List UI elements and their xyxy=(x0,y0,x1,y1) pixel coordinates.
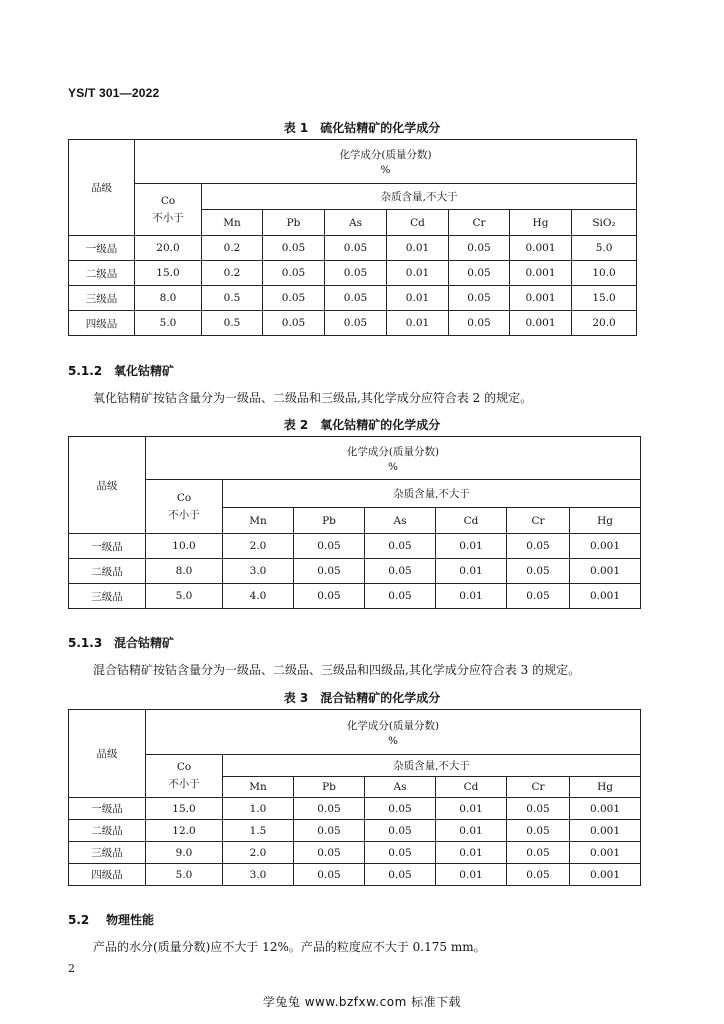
section-paragraph: 产品的水分(质量分数)应不大于 12%。产品的粒度应不大于 0.175 mm。 xyxy=(93,940,486,954)
table-row xyxy=(69,261,637,286)
composition-header xyxy=(146,710,641,755)
co-value-cell: 12.0 xyxy=(146,820,223,842)
section-title: 物理性能 xyxy=(106,913,155,927)
impurity-value-cell: 0.05 xyxy=(449,236,510,261)
impurity-value-cell: 0.05 xyxy=(263,286,325,311)
col-header: Hg xyxy=(570,508,641,534)
impurity-value-cell: 0.01 xyxy=(387,311,449,336)
composition-label: 化学成分(质量分数) xyxy=(346,719,440,732)
section-title: 氧化钴精矿 xyxy=(114,364,175,378)
co-label: Co xyxy=(176,761,192,773)
impurity-value-cell: 0.05 xyxy=(263,311,325,336)
impurity-value-cell: 0.05 xyxy=(325,286,387,311)
impurity-value-cell: 0.05 xyxy=(365,559,436,584)
table-row xyxy=(69,559,641,584)
grade-cell: 二级品 xyxy=(69,820,146,842)
impurity-value-cell: 20.0 xyxy=(572,311,637,336)
co-value-cell: 9.0 xyxy=(146,842,223,864)
co-value-cell: 5.0 xyxy=(146,864,223,886)
impurity-value-cell: 0.2 xyxy=(202,236,263,261)
impurity-value-cell: 0.5 xyxy=(202,286,263,311)
composition-header xyxy=(146,437,641,480)
impurity-value-cell: 0.05 xyxy=(325,261,387,286)
table2 xyxy=(68,436,641,609)
table2-body xyxy=(69,534,641,609)
co-value-cell: 15.0 xyxy=(146,798,223,820)
table3-caption: 表 3 混合钴精矿的化学成分 xyxy=(283,691,441,705)
grade-cell: 四级品 xyxy=(69,311,135,336)
composition-header xyxy=(135,140,637,184)
col-header: Cd xyxy=(387,210,449,236)
composition-label: 化学成分(质量分数) xyxy=(346,445,440,458)
col-header: Pb xyxy=(294,508,365,534)
col-header: Mn xyxy=(223,508,294,534)
impurity-header: 杂质含量,不大于 xyxy=(202,184,637,210)
impurity-value-cell: 0.01 xyxy=(436,820,507,842)
grade-cell: 二级品 xyxy=(69,559,146,584)
co-value-cell: 5.0 xyxy=(135,311,202,336)
grade-header: 品级 xyxy=(69,140,135,236)
composition-label: 化学成分(质量分数) xyxy=(339,149,432,161)
co-value-cell: 8.0 xyxy=(135,286,202,311)
col-header: Cd xyxy=(436,777,507,798)
impurity-value-cell: 10.0 xyxy=(572,261,637,286)
section-number: 5.1.3 xyxy=(68,636,103,650)
impurity-value-cell: 0.05 xyxy=(325,236,387,261)
impurity-value-cell: 0.05 xyxy=(294,534,365,559)
unit-label: % xyxy=(380,164,391,176)
impurity-value-cell: 3.0 xyxy=(223,559,294,584)
impurity-value-cell: 0.05 xyxy=(365,820,436,842)
co-header xyxy=(146,755,223,798)
impurity-value-cell: 5.0 xyxy=(572,236,637,261)
impurity-value-cell: 0.01 xyxy=(436,842,507,864)
grade-cell: 三级品 xyxy=(69,584,146,609)
col-header: Hg xyxy=(570,777,641,798)
grade-header: 品级 xyxy=(69,710,146,798)
col-header: Pb xyxy=(294,777,365,798)
table-row xyxy=(69,236,637,261)
standard-code: YS/T 301—2022 xyxy=(68,86,160,100)
impurity-value-cell: 0.05 xyxy=(507,864,570,886)
table-row xyxy=(69,864,641,886)
table3-body xyxy=(69,798,641,886)
impurity-value-cell: 4.0 xyxy=(223,584,294,609)
impurity-value-cell: 0.05 xyxy=(507,584,570,609)
co-sub-label: 不小于 xyxy=(168,778,200,790)
col-header: Mn xyxy=(202,210,263,236)
table-row xyxy=(69,311,637,336)
impurity-value-cell: 0.05 xyxy=(449,261,510,286)
unit-label: % xyxy=(388,460,398,473)
impurity-value-cell: 0.01 xyxy=(387,286,449,311)
page-number: 2 xyxy=(68,962,75,975)
col-header: SiO₂ xyxy=(572,210,637,236)
co-sub-label: 不小于 xyxy=(152,211,184,224)
co-label: Co xyxy=(176,491,192,504)
table1-caption: 表 1 硫化钴精矿的化学成分 xyxy=(283,121,441,135)
impurity-value-cell: 0.001 xyxy=(510,286,572,311)
col-header: Cd xyxy=(436,508,507,534)
section-heading xyxy=(68,634,174,651)
section-number: 5.2 xyxy=(68,913,90,927)
impurity-value-cell: 0.001 xyxy=(510,311,572,336)
col-header: Hg xyxy=(510,210,572,236)
impurity-value-cell: 0.05 xyxy=(365,798,436,820)
impurity-value-cell: 0.001 xyxy=(510,261,572,286)
impurity-value-cell: 0.01 xyxy=(436,534,507,559)
table1-body xyxy=(69,236,637,336)
impurity-value-cell: 0.05 xyxy=(507,559,570,584)
section-paragraph: 氧化钴精矿按钴含量分为一级品、二级品和三级品,其化学成分应符合表 2 的规定。 xyxy=(93,391,533,405)
impurity-header: 杂质含量,不大于 xyxy=(223,480,641,508)
co-value-cell: 8.0 xyxy=(146,559,223,584)
impurity-value-cell: 0.05 xyxy=(449,311,510,336)
impurity-value-cell: 2.0 xyxy=(223,842,294,864)
impurity-header: 杂质含量,不大于 xyxy=(223,755,641,777)
co-value-cell: 15.0 xyxy=(135,261,202,286)
co-value-cell: 5.0 xyxy=(146,584,223,609)
impurity-value-cell: 0.01 xyxy=(436,584,507,609)
impurity-value-cell: 0.05 xyxy=(507,534,570,559)
section-heading xyxy=(68,362,174,379)
impurity-value-cell: 0.05 xyxy=(294,820,365,842)
section-paragraph: 混合钴精矿按钴含量分为一级品、二级品、三级品和四级品,其化学成分应符合表 3 的规定。 xyxy=(93,663,581,677)
unit-label: % xyxy=(388,734,398,747)
impurity-value-cell: 0.01 xyxy=(387,236,449,261)
impurity-value-cell: 0.05 xyxy=(365,842,436,864)
grade-header: 品级 xyxy=(69,437,146,534)
impurity-value-cell: 0.05 xyxy=(365,534,436,559)
table-row xyxy=(69,584,641,609)
col-header: Cr xyxy=(449,210,510,236)
section-number: 5.1.2 xyxy=(68,364,103,378)
grade-cell: 一级品 xyxy=(69,236,135,261)
section-heading xyxy=(68,911,154,928)
impurity-value-cell: 0.05 xyxy=(507,798,570,820)
col-header: As xyxy=(365,777,436,798)
table-row xyxy=(69,286,637,311)
impurity-value-cell: 0.01 xyxy=(387,261,449,286)
grade-cell: 二级品 xyxy=(69,261,135,286)
col-header: Pb xyxy=(263,210,325,236)
impurity-value-cell: 0.01 xyxy=(436,798,507,820)
impurity-value-cell: 0.001 xyxy=(570,559,641,584)
col-header: Cr xyxy=(507,508,570,534)
section-title: 混合钴精矿 xyxy=(114,636,175,650)
impurity-value-cell: 0.2 xyxy=(202,261,263,286)
impurity-value-cell: 0.05 xyxy=(294,798,365,820)
table-row xyxy=(69,842,641,864)
grade-cell: 一级品 xyxy=(69,534,146,559)
impurity-value-cell: 0.05 xyxy=(263,236,325,261)
impurity-value-cell: 0.05 xyxy=(263,261,325,286)
co-header xyxy=(135,184,202,236)
grade-cell: 四级品 xyxy=(69,864,146,886)
impurity-value-cell: 0.05 xyxy=(294,864,365,886)
impurity-value-cell: 0.05 xyxy=(325,311,387,336)
col-header: Mn xyxy=(223,777,294,798)
impurity-value-cell: 0.05 xyxy=(294,842,365,864)
grade-cell: 一级品 xyxy=(69,798,146,820)
col-header: As xyxy=(365,508,436,534)
impurity-value-cell: 0.05 xyxy=(294,584,365,609)
impurity-value-cell: 0.001 xyxy=(570,820,641,842)
table1 xyxy=(68,139,637,336)
co-label: Co xyxy=(160,194,176,207)
impurity-value-cell: 15.0 xyxy=(572,286,637,311)
co-sub-label: 不小于 xyxy=(168,508,200,521)
co-header xyxy=(146,480,223,534)
impurity-value-cell: 0.001 xyxy=(510,236,572,261)
impurity-value-cell: 0.001 xyxy=(570,534,641,559)
table-row xyxy=(69,820,641,842)
impurity-value-cell: 3.0 xyxy=(223,864,294,886)
table3 xyxy=(68,709,641,886)
col-header: Cr xyxy=(507,777,570,798)
impurity-value-cell: 0.05 xyxy=(449,286,510,311)
co-value-cell: 20.0 xyxy=(135,236,202,261)
table-row xyxy=(69,534,641,559)
table-row xyxy=(69,798,641,820)
impurity-value-cell: 0.05 xyxy=(507,820,570,842)
grade-cell: 三级品 xyxy=(69,842,146,864)
impurity-value-cell: 2.0 xyxy=(223,534,294,559)
impurity-value-cell: 0.01 xyxy=(436,864,507,886)
grade-cell: 三级品 xyxy=(69,286,135,311)
impurity-value-cell: 0.001 xyxy=(570,842,641,864)
impurity-value-cell: 0.001 xyxy=(570,864,641,886)
table2-caption: 表 2 氧化钴精矿的化学成分 xyxy=(283,418,441,432)
col-header: As xyxy=(325,210,387,236)
impurity-value-cell: 0.05 xyxy=(507,842,570,864)
impurity-value-cell: 0.01 xyxy=(436,559,507,584)
impurity-value-cell: 0.001 xyxy=(570,584,641,609)
impurity-value-cell: 0.05 xyxy=(365,584,436,609)
footer-watermark[interactable]: 学兔兔 www.bzfxw.com 标准下载 xyxy=(262,995,462,1009)
impurity-value-cell: 0.5 xyxy=(202,311,263,336)
co-value-cell: 10.0 xyxy=(146,534,223,559)
impurity-value-cell: 1.0 xyxy=(223,798,294,820)
impurity-value-cell: 0.001 xyxy=(570,798,641,820)
impurity-value-cell: 0.05 xyxy=(294,559,365,584)
impurity-value-cell: 0.05 xyxy=(365,864,436,886)
impurity-value-cell: 1.5 xyxy=(223,820,294,842)
